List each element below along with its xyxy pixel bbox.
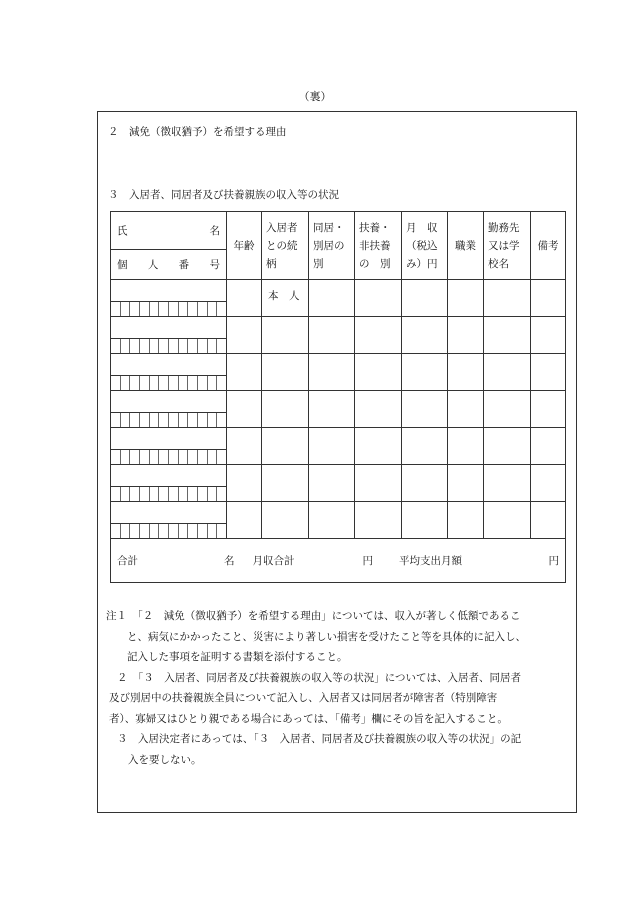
digit-box[interactable] <box>121 413 131 427</box>
name-cell[interactable] <box>111 354 227 376</box>
job-cell[interactable] <box>448 391 484 428</box>
total-label: 合計 <box>117 555 138 567</box>
digit-box[interactable] <box>130 302 140 316</box>
header-dependent: 扶養・ 非扶養 の 別 <box>355 212 402 280</box>
income-cell[interactable] <box>402 428 448 465</box>
digit-box[interactable] <box>140 450 150 464</box>
digit-box[interactable] <box>121 450 131 464</box>
digit-box[interactable] <box>130 450 140 464</box>
relation-cell[interactable] <box>262 502 309 539</box>
digit-box[interactable] <box>130 413 140 427</box>
header-name: 氏 名 <box>111 212 227 250</box>
average-expense-label: 平均支出月額 <box>399 555 462 567</box>
dependent-cell[interactable] <box>355 280 402 317</box>
table-row <box>111 391 566 413</box>
individual-number-cell[interactable] <box>111 524 227 539</box>
digit-box[interactable] <box>169 376 179 390</box>
digit-box[interactable] <box>217 376 226 390</box>
cohabit-cell[interactable] <box>309 502 355 539</box>
name-cell[interactable] <box>111 502 227 524</box>
notes <box>106 606 571 770</box>
income-cell[interactable] <box>402 354 448 391</box>
note-1: 注１ 「２ 減免（徴収猶予）を希望する理由」については、収入が著しく低額であるこ と、病気にかかったこと、災害により著しい損害を受けたこと等を具体的に記入し、 記入した事項を証明する書類を添付すること。 <box>106 610 526 663</box>
relation-cell[interactable] <box>262 280 309 317</box>
dependent-cell[interactable] <box>355 317 402 354</box>
digit-box[interactable] <box>217 413 226 427</box>
digit-box[interactable] <box>188 376 198 390</box>
digit-box[interactable] <box>208 376 218 390</box>
digit-box[interactable] <box>159 376 169 390</box>
workplace-cell[interactable] <box>484 391 531 428</box>
digit-box[interactable] <box>169 524 179 538</box>
digit-box[interactable] <box>169 413 179 427</box>
digit-box[interactable] <box>198 524 208 538</box>
job-cell[interactable] <box>448 354 484 391</box>
digit-box[interactable] <box>159 302 169 316</box>
income-cell[interactable] <box>402 391 448 428</box>
digit-box[interactable] <box>188 302 198 316</box>
digit-box[interactable] <box>140 339 150 353</box>
digit-box[interactable] <box>121 487 131 501</box>
digit-box[interactable] <box>198 376 208 390</box>
age-cell[interactable] <box>227 465 262 502</box>
digit-box[interactable] <box>208 524 218 538</box>
digit-box[interactable] <box>169 487 179 501</box>
yen-unit-1: 円 <box>362 555 373 567</box>
cohabit-cell[interactable] <box>309 428 355 465</box>
income-total-label: 月収合計 <box>252 555 295 567</box>
digit-box[interactable] <box>111 376 121 390</box>
digit-box[interactable] <box>188 524 198 538</box>
dependent-cell[interactable] <box>355 354 402 391</box>
individual-number-cell[interactable] <box>111 413 227 428</box>
section-3-title: ３ 入居者、同居者及び扶養親族の収入等の状況 <box>108 189 339 201</box>
workplace-cell[interactable] <box>484 354 531 391</box>
income-table <box>110 211 566 583</box>
job-cell[interactable] <box>448 280 484 317</box>
header-job: 職業 <box>448 212 484 280</box>
dependent-cell[interactable] <box>355 502 402 539</box>
cohabit-cell[interactable] <box>309 317 355 354</box>
name-cell[interactable] <box>111 317 227 339</box>
digit-box[interactable] <box>188 450 198 464</box>
digit-box[interactable] <box>121 302 131 316</box>
digit-box[interactable] <box>150 302 160 316</box>
name-cell[interactable] <box>111 428 227 450</box>
digit-box[interactable] <box>217 450 226 464</box>
relation-cell[interactable] <box>262 391 309 428</box>
digit-box[interactable] <box>217 302 226 316</box>
name-cell[interactable] <box>111 280 227 302</box>
cohabit-cell[interactable] <box>309 354 355 391</box>
remarks-cell[interactable] <box>531 280 566 317</box>
relation-cell[interactable] <box>262 354 309 391</box>
digit-box[interactable] <box>179 450 189 464</box>
income-cell[interactable] <box>402 280 448 317</box>
remarks-cell[interactable] <box>531 317 566 354</box>
digit-box[interactable] <box>150 376 160 390</box>
digit-box[interactable] <box>140 487 150 501</box>
digit-box[interactable] <box>130 376 140 390</box>
job-cell[interactable] <box>448 465 484 502</box>
digit-box[interactable] <box>159 413 169 427</box>
section-2-title: ２ 減免（徴収猶予）を希望する理由 <box>108 126 287 138</box>
workplace-cell[interactable] <box>484 428 531 465</box>
remarks-cell[interactable] <box>531 354 566 391</box>
digit-box[interactable] <box>179 413 189 427</box>
digit-box[interactable] <box>208 450 218 464</box>
remarks-cell[interactable] <box>531 465 566 502</box>
individual-number-cell[interactable] <box>111 339 227 354</box>
table-row <box>111 280 566 302</box>
digit-box[interactable] <box>217 339 226 353</box>
count-unit: 名 <box>224 555 235 567</box>
digit-box[interactable] <box>150 450 160 464</box>
digit-box[interactable] <box>159 339 169 353</box>
dependent-cell[interactable] <box>355 428 402 465</box>
table-row <box>111 428 566 450</box>
relation-cell[interactable] <box>262 428 309 465</box>
digit-box[interactable] <box>150 413 160 427</box>
digit-box[interactable] <box>198 302 208 316</box>
job-cell[interactable] <box>448 317 484 354</box>
digit-box[interactable] <box>111 487 121 501</box>
name-cell[interactable] <box>111 391 227 413</box>
table-row <box>111 502 566 524</box>
digit-box[interactable] <box>111 450 121 464</box>
dependent-cell[interactable] <box>355 391 402 428</box>
cohabit-cell[interactable] <box>309 391 355 428</box>
digit-box[interactable] <box>188 339 198 353</box>
digit-box[interactable] <box>179 524 189 538</box>
digit-box[interactable] <box>121 339 131 353</box>
digit-box[interactable] <box>111 302 121 316</box>
self-label: 本 人 <box>268 290 300 302</box>
digit-box[interactable] <box>169 450 179 464</box>
dependent-cell[interactable] <box>355 465 402 502</box>
age-cell[interactable] <box>227 391 262 428</box>
digit-box[interactable] <box>140 302 150 316</box>
header-relation: 入居者 との続 柄 <box>262 212 309 280</box>
header-remarks: 備考 <box>531 212 566 280</box>
digit-box[interactable] <box>208 302 218 316</box>
digit-box[interactable] <box>130 524 140 538</box>
digit-box[interactable] <box>198 487 208 501</box>
digit-box[interactable] <box>150 339 160 353</box>
remarks-cell[interactable] <box>531 428 566 465</box>
remarks-cell[interactable] <box>531 391 566 428</box>
digit-box[interactable] <box>130 339 140 353</box>
digit-box[interactable] <box>208 487 218 501</box>
digit-box[interactable] <box>208 413 218 427</box>
digit-box[interactable] <box>198 450 208 464</box>
table-row <box>111 354 566 376</box>
digit-box[interactable] <box>150 524 160 538</box>
age-cell[interactable] <box>227 502 262 539</box>
job-cell[interactable] <box>448 502 484 539</box>
digit-box[interactable] <box>121 376 131 390</box>
age-cell[interactable] <box>227 280 262 317</box>
digit-box[interactable] <box>140 376 150 390</box>
digit-box[interactable] <box>140 413 150 427</box>
footer-summary <box>111 539 566 583</box>
digit-box[interactable] <box>198 339 208 353</box>
remarks-cell[interactable] <box>531 502 566 539</box>
individual-number-cell[interactable] <box>111 302 227 317</box>
digit-box[interactable] <box>121 524 131 538</box>
page-heading: （裏） <box>298 90 332 103</box>
digit-box[interactable] <box>111 339 121 353</box>
age-cell[interactable] <box>227 354 262 391</box>
income-cell[interactable] <box>402 465 448 502</box>
income-cell[interactable] <box>402 502 448 539</box>
digit-box[interactable] <box>159 450 169 464</box>
note-3: ３ 入居決定者にあっては、「３ 入居者、同居者及び扶養親族の収入等の状況」の記 入を要しない。 <box>117 733 522 766</box>
name-cell[interactable] <box>111 465 227 487</box>
note-2: ２ 「３ 入居者、同居者及び扶養親族の収入等の状況」については、入居者、同居者 及び別居中の扶養親族全員について記入し、入居者又は同居者が障害者（特別障害 者）、寡婦又はひとり親である場合にあっては、「備考」欄にその旨を記入すること。 <box>109 671 522 725</box>
workplace-cell[interactable] <box>484 280 531 317</box>
table-row <box>111 465 566 487</box>
digit-box[interactable] <box>217 487 226 501</box>
digit-box[interactable] <box>130 487 140 501</box>
job-cell[interactable] <box>448 428 484 465</box>
digit-box[interactable] <box>159 487 169 501</box>
digit-box[interactable] <box>140 524 150 538</box>
relation-cell[interactable] <box>262 465 309 502</box>
individual-number-cell[interactable] <box>111 376 227 391</box>
digit-box[interactable] <box>179 302 189 316</box>
income-cell[interactable] <box>402 317 448 354</box>
workplace-cell[interactable] <box>484 502 531 539</box>
digit-box[interactable] <box>179 339 189 353</box>
individual-number-cell[interactable] <box>111 450 227 465</box>
yen-unit-2: 円 <box>548 555 559 567</box>
digit-box[interactable] <box>208 339 218 353</box>
digit-box[interactable] <box>169 339 179 353</box>
digit-box[interactable] <box>169 302 179 316</box>
header-number: 個 人 番 号 <box>111 250 227 280</box>
digit-box[interactable] <box>198 413 208 427</box>
workplace-cell[interactable] <box>484 317 531 354</box>
digit-box[interactable] <box>159 524 169 538</box>
digit-box[interactable] <box>179 487 189 501</box>
header-income: 月 収 （税込 み）円 <box>402 212 448 280</box>
digit-box[interactable] <box>150 487 160 501</box>
header-cohabit: 同居・ 別居の 別 <box>309 212 355 280</box>
digit-box[interactable] <box>188 413 198 427</box>
digit-box[interactable] <box>179 376 189 390</box>
digit-box[interactable] <box>111 413 121 427</box>
table-row <box>111 317 566 339</box>
cohabit-cell[interactable] <box>309 280 355 317</box>
cohabit-cell[interactable] <box>309 465 355 502</box>
individual-number-cell[interactable] <box>111 487 227 502</box>
header-workplace: 勤務先 又は学 校名 <box>484 212 531 280</box>
age-cell[interactable] <box>227 317 262 354</box>
digit-box[interactable] <box>188 487 198 501</box>
digit-box[interactable] <box>111 524 121 538</box>
header-age: 年齢 <box>227 212 262 280</box>
digit-box[interactable] <box>217 524 226 538</box>
relation-cell[interactable] <box>262 317 309 354</box>
age-cell[interactable] <box>227 428 262 465</box>
workplace-cell[interactable] <box>484 465 531 502</box>
